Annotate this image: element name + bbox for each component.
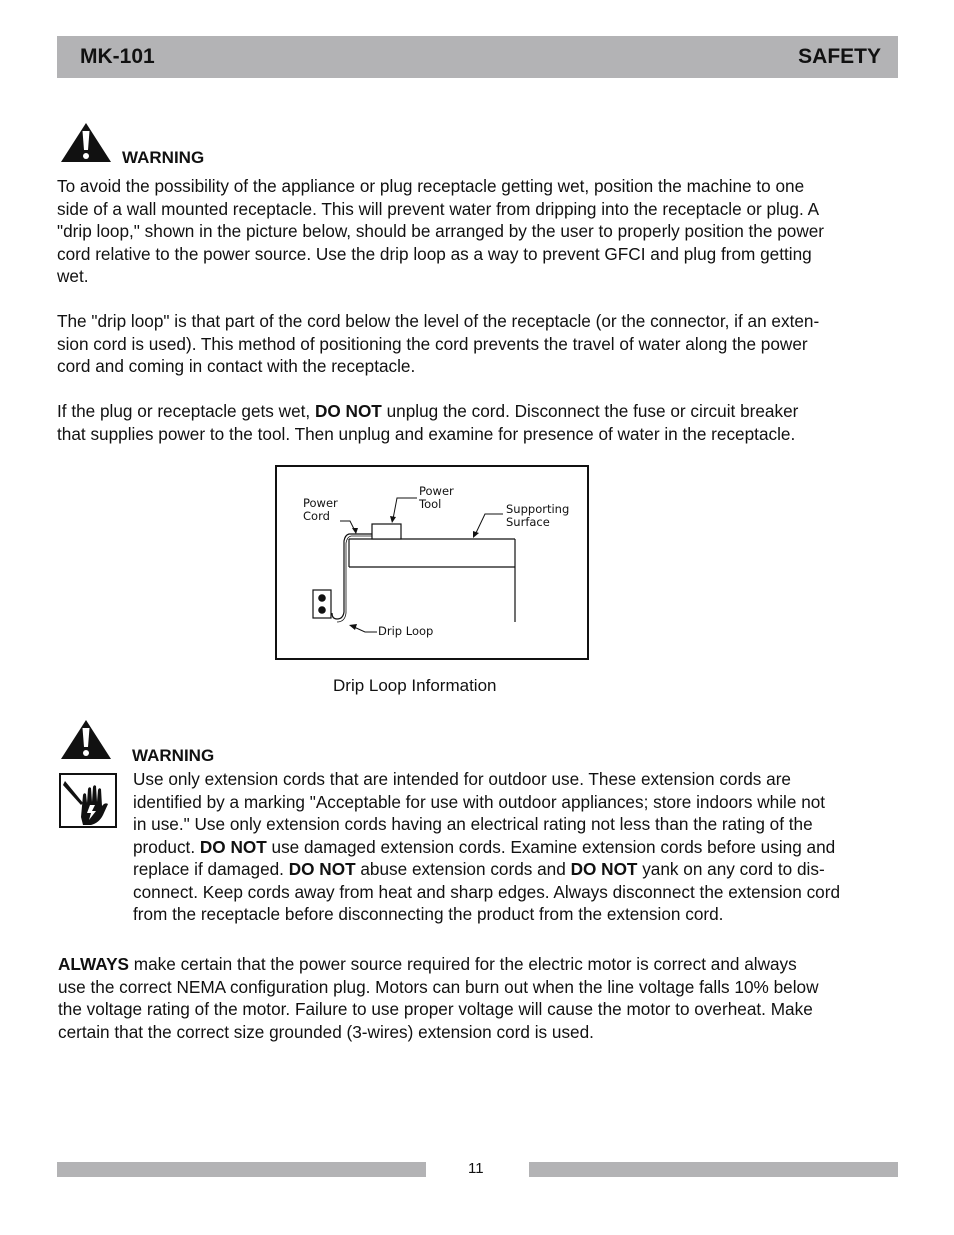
power-cord-label: Power Cord xyxy=(303,496,338,523)
drip-loop-paragraph: The "drip loop" is that part of the cord below the level of the receptacle (or the connector, if an exten- sion cord is used). This method of positioning the cord prevents the travel of water along the power cord and coming in contact with the receptacle. xyxy=(57,311,820,376)
page-header xyxy=(57,36,898,78)
power-source-paragraph: ALWAYS make certain that the power source required for the electric motor is correct and always use the correct NEMA configuration plug. Motors can burn out when the line voltage falls 10% below the voltage rating of the motor. Failure to use proper voltage will cause the motor to overheat. Make certain that the correct size grounded (3-wires) extension cord is used. xyxy=(58,954,819,1042)
power-tool-label: Power Tool xyxy=(419,484,454,511)
warning-title: WARNING xyxy=(122,148,205,167)
wet-plug-paragraph: If the plug or receptacle gets wet, DO NOT unplug the cord. Disconnect the fuse or circuit breaker that supplies power to the tool. Then unplug and examine for presence of water in the receptacle. xyxy=(57,401,799,444)
figure-caption: Drip Loop Information xyxy=(333,676,497,695)
electric-shock-hand-icon xyxy=(59,773,117,828)
model-name: MK-101 xyxy=(80,45,155,68)
drip-loop-label: Drip Loop xyxy=(378,624,434,638)
warning-title: WARNING xyxy=(132,746,215,765)
warning-paragraph-wet: To avoid the possibility of the appliance or plug receptacle getting wet, position the machine to one side of a wall mounted receptacle. This will prevent water from dripping into the receptacle or plug. A "drip loop," shown in the picture below, should be arranged by the user to properly position the power cord relative to the power source. Use the drip loop as a way to prevent GFCI and plug from getting wet. xyxy=(57,176,825,286)
warning-triangle-icon xyxy=(59,718,113,760)
warning-triangle-icon xyxy=(59,121,113,163)
footer-bar-right xyxy=(529,1162,898,1177)
footer-bar-left xyxy=(57,1162,426,1177)
section-title: SAFETY xyxy=(798,45,881,68)
supporting-surface-label: Supporting Surface xyxy=(506,502,570,529)
drip-loop-figure xyxy=(275,465,589,660)
page-number: 11 xyxy=(468,1160,484,1177)
extension-cord-warning: Use only extension cords that are intended for outdoor use. These extension cords are identified by a marking "Acceptable for use with outdoor appliances; store indoors while not in use." Use only extension cords having an electrical rating not less than the rating of the product. DO NOT use damaged extension cords. Examine extension cords before using and replace if damaged. DO NOT abuse extension cords and DO NOT yank on any cord to dis- connect. Keep cords away from heat and sharp edges. Always disconnect the extension cord from the receptacle before disconnecting the product from the extension cord. xyxy=(133,769,841,924)
